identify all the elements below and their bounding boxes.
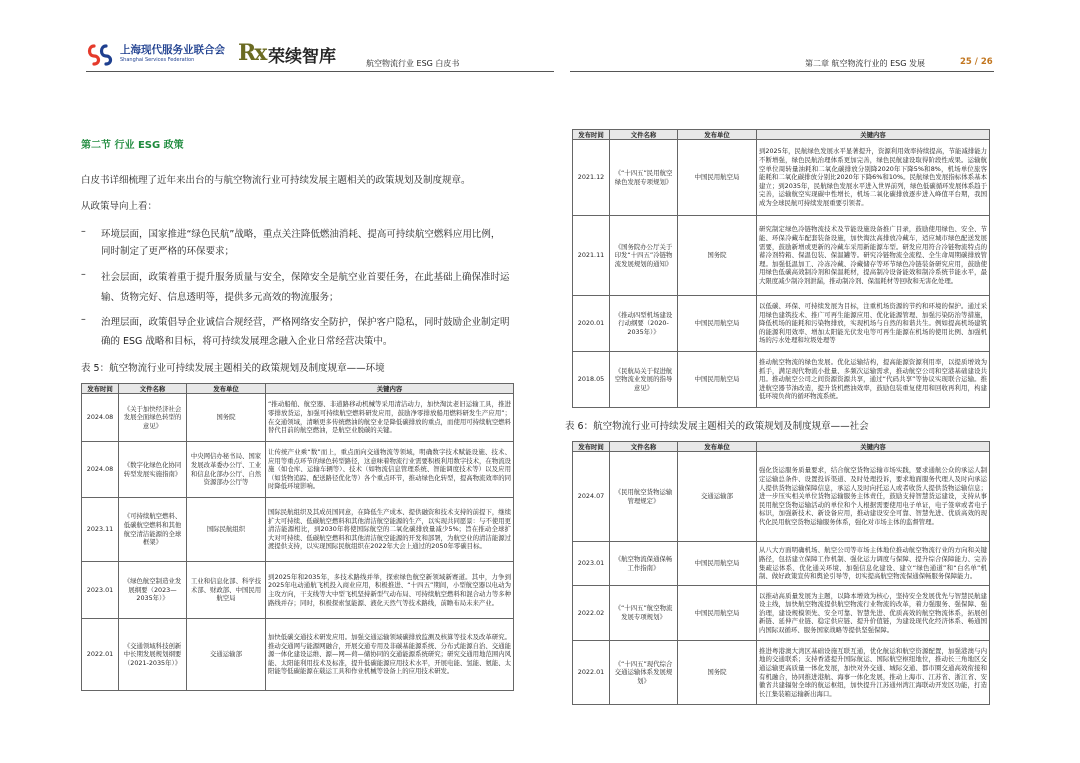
name-cell: 《“十四五”民用航空绿色发展专项规划》 [610,140,678,216]
chapter-title: 第二章 航空物流行业的 ESG 发展 [805,59,925,68]
org-cell: 中国民用航空局 [678,140,757,216]
content-cell: 以低碳、环保、可持续发展为目标，注重机场资源的节约和环境的保护。通过采用绿色建筑技术、推广可再生能源应用、优化能源管理、加强污染防治等措施，降低机场的能耗和污染物排放，实现机场与自然的和谐共生。例如提高机场建筑的能源利用效率、增加太阳能光伏发电等可再生能源在机场的使用比例、加强机场的污水处理和垃圾处理等 [757,296,990,352]
table-row [82,394,514,442]
org-cell: 交通运输部 [678,452,757,542]
header-cell: 文件名称 [119,384,187,394]
brand-name: 荣续智库 [268,47,336,67]
table-row [573,296,990,352]
name-cell: 《“十四五”航空物流发展专项规划》 [610,586,678,641]
bullet-line: 输、货物完好、信息透明等，提供多元高效的物流服务； [101,292,339,303]
bullet-social [81,269,551,303]
header-cell: 发布时间 [573,442,610,452]
bullet-line: 环境层面，国家推进“绿色民航”战略，重点关注降低燃油消耗、提高可持续航空燃料应用比例， [101,229,501,240]
name-cell: 《“十四五”现代综合交通运输体系发展规划》 [610,641,678,705]
date-cell: 2023.01 [573,542,610,586]
ssf-logo [86,40,226,70]
name-cell: 《交通领域科技创新中长期发展规划纲要（2021-2035年）》 [119,619,187,691]
name-cell: 《民航局关于促进航空物流业发展的指导意见》 [610,352,678,408]
bullet-environment [81,226,551,256]
content-cell: “推动船舶、航空器、非道路移动机械等采用清洁动力，加快淘汰老旧运输工具，推进零排放货运，加强可持续航空燃料研发应用，鼓励净零排放船用燃料研发生产应用”；在交通领域，清晰更多传统燃油的航空业是降低碳排放的重点，而使用可持续航空燃料替代目前的航空燃油，是航空业脱碳的关键。 [266,394,514,442]
date-cell: 2022.01 [82,619,119,691]
bullet-line: 同时制定了更严格的环保要求； [101,246,235,257]
date-cell: 2024.08 [82,394,119,442]
bullet-dash: – [81,314,86,325]
table-header-row [573,442,990,452]
content-cell: 研究制定绿色冷链物流技术及节能设施设备推广目录，鼓励使用绿色、安全、节能、环保冷藏车配套装备设施，加快淘汰高排放冷藏车，适应城市绿色配送发展需要，鼓励新增或更新的冷藏车采用新能源车型。研发应用符合冷链物流特点的蓄冷剂特箱、保温包装、保温罐等。研究冷链物流全流程、全生命周期碳排放管理。加强低温加工、冷冻冷藏、冷藏储存等环节绿色冷链装备研究应用，鼓励使用绿色低碳高效制冷剂和保温耗材，提高制冷设备能效和制冷系统节能水平，最大限度减少制冷剂泄漏，推动制冷剂、保温耗材等回收和无害化处理。 [757,216,990,296]
section-title: 第二节 行业 ESG 政策 [81,140,184,151]
content-cell: 强化货运服务质量要求，结合航空货物运输市场实践，要求通航公众的承运人制定运输总条件、设置投诉渠道、及时处理投诉，要求地面服务代理人及时向承运人提供货物运输保障信息，承运人及时向托运人或者收货人提供货物运输信息；进一步压实相关单位货物运输服务主体责任，鼓励支持智慧货运建设，支持从事民用航空货物运输活动的单位和个人根据需要使用电子单证，电子签章或者电子标识，加强新技术、新设备应用，推动建设安全可靠、智慧先进、优质高效的现代化民用航空货物运输服务体系，强化对市场主体的监督管理。 [757,452,990,542]
name-cell: 《国务院办公厅关于印发“十四五”冷链物流发展规划的通知》 [610,216,678,296]
table-row [573,641,990,705]
org-cell: 中国民用航空局 [678,586,757,641]
table6-caption: 表 6：航空物流行业可持续发展主题相关的政策规划及制度规章——社会 [565,421,869,432]
brand-logo [238,40,358,70]
date-cell: 2022.02 [573,586,610,641]
content-cell: 加快低碳交通技术研发应用。加强交通运输领域碳排放监测及核算等技术及改革研究。推动交通网与能源网融合，开展交通专用及非碳基能源系统、分布式能源自治、交通能源一体化建设运维、源—网—荷—储协同的交通能源系统研究；研究交通用地范围内风能、太阳能利用技术及标准，提升低碳能源应用技术水平，开展电能、氢能、氨能、太阳能等低碳能源在载运工具和作业机械等设备上的应用技术研发。 [266,619,514,691]
org-cell: 交通运输部 [187,619,266,691]
header-cell: 文件名称 [610,130,678,140]
table-row [82,442,514,498]
name-cell: 《关于加快经济社会发展全面绿色转型的意见》 [119,394,187,442]
bullet-dash: – [81,269,86,280]
page-number: 25 / 26 [960,57,993,67]
header-cell: 发布时间 [82,384,119,394]
content-cell: 推动航空物流的绿色发展。优化运输结构，提高能源资源利用率，以提质增效为抓手，满足现代物流小批量、多频次运输需求，推动航空公司和空港基础建设共用。推动航空公司之间资源资源共享，通过“代码共享”等协议实现联合运输。推进航空器节油改造，提升货机燃油效率，鼓励包装重复使用和回收再利用，构建低环境负荷的循环物流系统。 [757,352,990,408]
date-cell: 2023.01 [82,562,119,619]
intro-paragraph: 白皮书详细梳理了近年来出台的与航空物流行业可持续发展主题相关的政策规划及制度规章。 [81,175,471,186]
content-cell: 到2025年和2035年，多技术路线并举，探索绿色航空新领域新赛道。其中，力争到2025年电动通航飞机投入商业应用，积极推进、“十四五”期间，小型航空器以电动为主攻方向，干支线等大中型飞机坚持新型气动布局、可持续航空燃料和混合动力等多种路线并存；同时，积极探索氢能源、液化天然气等技术路线，前瞻布局未来产业。 [266,562,514,619]
table-row [573,542,990,586]
table-header-row [573,130,990,140]
header-divider-left [86,71,554,72]
header-cell: 关键内容 [757,442,990,452]
table5 [81,383,514,691]
header-divider-right [570,71,994,72]
date-cell: 2023.11 [82,498,119,562]
table-row [573,352,990,408]
name-cell: 《可持续航空燃料、低碳航空燃料和其他航空清洁能源的全球框架》 [119,498,187,562]
org-cell: 中国民用航空局 [678,352,757,408]
table-row [82,619,514,691]
org-cell: 国务院 [678,216,757,296]
table-header-row [82,384,514,394]
header-cell: 关键内容 [266,384,514,394]
bullet-governance [81,314,551,347]
name-cell: 《数字化绿色化协同转型发展实施指南》 [119,442,187,498]
bullet-dash: – [81,226,86,237]
date-cell: 2021.12 [573,140,610,216]
table5-continued [572,129,990,408]
date-cell: 2024.08 [82,442,119,498]
content-cell: 让传统产业乘“数”而上，重点面向交通物流等领域，明确数字技术赋能设施、技术、应用等重点环节的绿色转型路径，这意味着物流行业需要积极利用数字技术，在物流设施（如仓库、运输车辆等）、技术（如物流信息管理系统、智能调度技术等）以及应用（如货物追踪、配送路径优化等）各个重点环节，推动绿色化转型，提高物流效率的同时降低环境影响。 [266,442,514,498]
name-cell: 《推动四型机场建设行动纲要（2020-2035年）》 [610,296,678,352]
date-cell: 2024.07 [573,452,610,542]
date-cell: 2018.05 [573,352,610,408]
table5-caption: 表 5：航空物流行业可持续发展主题相关的政策规划及制度规章——环境 [81,363,385,374]
page-header [0,0,1080,80]
header-cell: 发布单位 [187,384,266,394]
org-cell: 中国民用航空局 [678,542,757,586]
table-row [573,452,990,542]
header-cell: 关键内容 [757,130,990,140]
org-cell: 国务院 [187,394,266,442]
bullet-line: 社会层面，政策着重于提升服务质量与安全，保障安全是航空业首要任务，在此基础上确保准时运 [101,272,510,283]
content-cell: 国际民航组织及其成员国同意，在降低生产成本、提供融资和技术支持的前提下，继续扩大可持续、低碳航空燃料和其他清洁航空能源的生产，以实现共同愿景：与不使用更清洁能源相比，到2030年将使国际航空的二氧化碳排放量减少5%；旨在推动全球扩大对可持续、低碳航空燃料和其他清洁航空能源的开发和部署，为航空业的清洁能源过渡提供支持，以实现国际民航组织在2022年大会上通过的2050年零碳目标。 [266,498,514,562]
date-cell: 2020.01 [573,296,610,352]
bullet-line: 确的 ESG 战略和目标，将可持续发展理念融入企业日常经营决策中。 [101,336,393,347]
table6 [572,441,990,705]
name-cell: 《航空物流保通保畅工作指南》 [610,542,678,586]
ssf-logo-icon [86,40,116,70]
bullet-line: 治理层面，政策倡导企业诚信合规经营，严格网络安全防护，保护客户隐私，同时鼓励企业制定明 [101,317,510,328]
lead-paragraph: 从政策导向上看： [81,201,158,212]
content-cell: 以推动高质量发展为主题，以降本增效为核心，坚持安全发展优先与智慧民航建设主线，加快航空物流提供航空物流行业物流的改革，着力强服务、强保障、强治理，建设规模领先、安全可靠、智慧先进、优质高效的航空物流体系，拓展创新链、延伸产业链、稳定供应链、提升价值链，为建设现代化经济体系、畅通国内国际双循环、服务国家战略等提供坚强保障。 [757,586,990,641]
org-cell: 中央网信办秘书局、国家发展改革委办公厅、工业和信息化部办公厅、自然资源部办公厅等 [187,442,266,498]
header-cell: 文件名称 [610,442,678,452]
table-row [573,140,990,216]
org-name: 上海现代服务业联合会 [120,44,225,56]
content-cell: 推进粤港澳大湾区基础设施互联互通，优化航运和航空资源配置，加强港澳与内地的交通联系；支持香港提升国际航运、国际航空枢纽地位，推动长三角地区交通运输更高质量一体化发展，加快对外交通、城际交通、都市圈交通高效衔接和有机融合，协同推进港航、海事一体化发展，推动上海市、江苏省、浙江省、安徽省共建辐射全球的航运枢纽，加快提升江苏通州湾江海联动开发区功能，打造长江集装箱运输新出海口。 [757,641,990,705]
header-cell: 发布时间 [573,130,610,140]
table-row [82,562,514,619]
date-cell: 2021.11 [573,216,610,296]
table-row [82,498,514,562]
doc-title: 航空物流行业 ESG 白皮书 [366,59,460,68]
rx-logo-icon: Rx [238,40,266,66]
org-cell: 工业和信息化部、科学技术部、财政部、中国民用航空局 [187,562,266,619]
org-cell: 国际民航组织 [187,498,266,562]
name-cell: 《民用航空货物运输管理规定》 [610,452,678,542]
org-name-en: Shanghai Services Federation [120,57,195,63]
table-row [573,586,990,641]
org-cell: 国务院 [678,641,757,705]
header-cell: 发布单位 [678,442,757,452]
content-cell: 从八大方面明确机场、航空公司等市场主体地位推动航空物流行业的方向和关键路径，包括建立保障工作机制、强化运力调度与保障、提升综合保障能力、完善集疏运体系、优化通关环境、加强信息化建设、建立“绿色通道”和“白名单”机制、做好政策宣传和舆论引导等，切实提高航空物流保通保畅服务保障能力。 [757,542,990,586]
table-row [573,216,990,296]
content-cell: 到2025年，民航绿色发展水平显著提升，资源利用效率持续提高，节能减排能力不断增强，绿色民航治理体系更加完善，绿色民航建设取得阶段性成果。运输航空单位周转量油耗和二氧化碳排放分别降2020年下降5%和8%，机场单位旅客能耗和二氧化碳排放分别比2020年下降6%和10%。民航绿色发展指标体系基本建立；到2035年，民航绿色发展水平进入世界前列，绿色低碳循环发展体系趋于完善，运输航空实现碳中性增长，机场二氧化碳排放逐步进入峰值平台期，我国成为全球民航可持续发展重要引领者。 [757,140,990,216]
name-cell: 《绿色航空制造业发展纲要（2023—2035年）》 [119,562,187,619]
date-cell: 2022.01 [573,641,610,705]
org-cell: 中国民用航空局 [678,296,757,352]
header-cell: 发布单位 [678,130,757,140]
